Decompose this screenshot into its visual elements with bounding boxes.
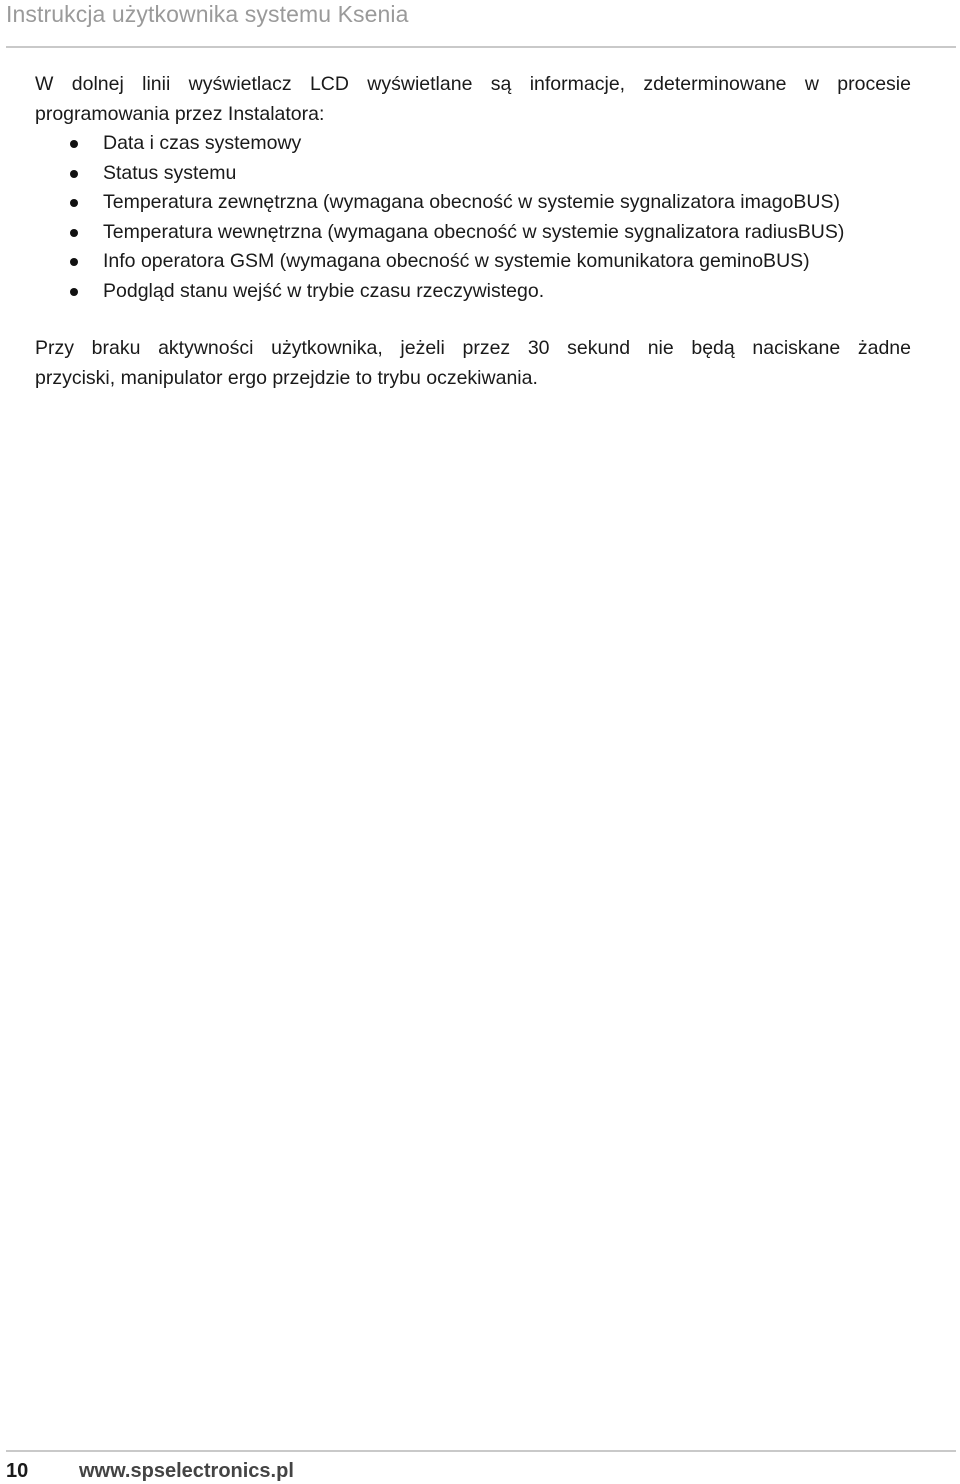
- bullet-icon: [70, 258, 78, 266]
- list-item: [35, 188, 911, 218]
- bullet-icon: [70, 229, 78, 237]
- inactivity-paragraph: [35, 334, 911, 393]
- list-item: [35, 129, 911, 159]
- bullet-icon: [70, 140, 78, 148]
- page-content: [35, 70, 911, 393]
- list-item: [35, 218, 911, 248]
- footer-url: www.spselectronics.pl: [79, 1460, 294, 1482]
- list-item: [35, 277, 911, 307]
- inactivity-line-2: przyciski, manipulator ergo przejdzie to trybu oczekiwania.: [35, 366, 538, 389]
- list-item-text: Podgląd stanu wejść w trybie czasu rzeczywistego.: [103, 279, 545, 302]
- inactivity-line-1: Przy braku aktywności użytkownika, jeżeli przez 30 sekund nie będą naciskane żadne: [35, 337, 911, 359]
- intro-paragraph: W dolnej linii wyświetlacz LCD wyświetlane są informacje, zdeterminowane w procesie programowania przez Instalatora:: [35, 73, 911, 125]
- document-title: Instrukcja użytkownika systemu Ksenia: [6, 1, 409, 27]
- info-list: [35, 129, 911, 306]
- list-item-text: Data i czas systemowy: [103, 132, 302, 154]
- bullet-icon: [70, 170, 78, 178]
- list-item: [35, 159, 911, 189]
- list-item-text: Info operatora GSM (wymagana obecność w systemie komunikatora geminoBUS): [103, 250, 810, 272]
- list-item-text: Temperatura wewnętrzna (wymagana obecność w systemie sygnalizatora radiusBUS): [103, 220, 845, 243]
- list-item-text: Temperatura zewnętrzna (wymagana obecność w systemie sygnalizatora imagoBUS): [103, 191, 840, 213]
- page-header: [6, 0, 956, 48]
- list-item: [35, 247, 911, 277]
- bullet-icon: [70, 288, 78, 296]
- page-footer: [6, 1450, 956, 1482]
- page-number: 10: [6, 1460, 29, 1482]
- list-item-text: Status systemu: [103, 161, 237, 184]
- bullet-icon: [70, 199, 78, 207]
